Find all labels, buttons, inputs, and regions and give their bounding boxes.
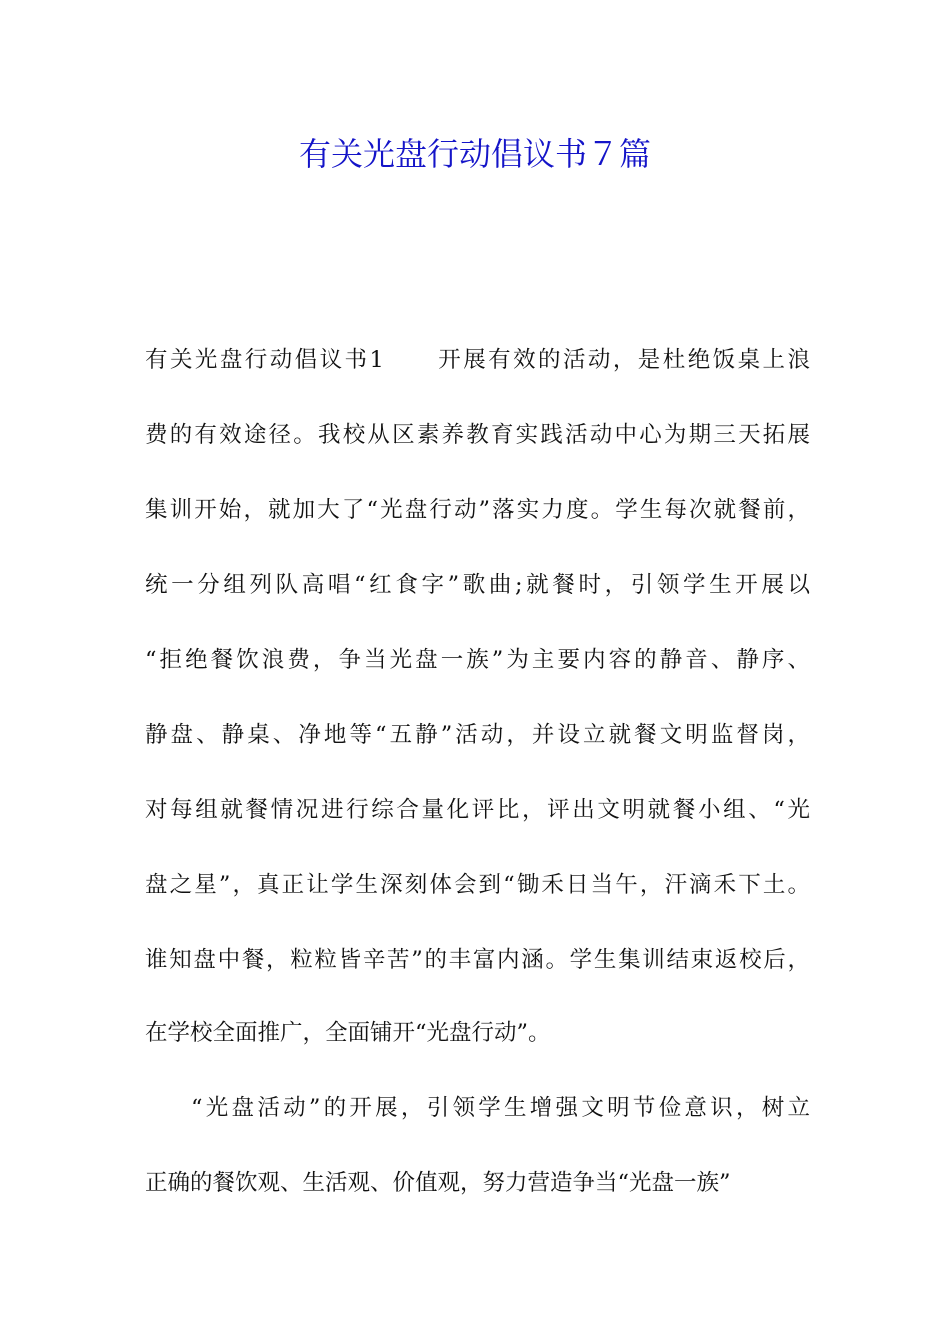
paragraph-line: “拒绝餐饮浪费，争当光盘一族”为主要内容的静音、静序、 [145, 647, 810, 673]
paragraph-line: 对每组就餐情况进行综合量化评比，评出文明就餐小组、“光 [145, 797, 810, 823]
paragraph-line: 费的有效途径。我校从区素养教育实践活动中心为期三天拓展 [145, 422, 810, 448]
paragraph-line: 正确的餐饮观、生活观、价值观，努力营造争当“光盘一族” [145, 1170, 731, 1196]
paragraph-line: “光盘活动”的开展，引领学生增强文明节俭意识，树立 [191, 1095, 810, 1121]
paragraph-line: 统一分组列队高唱“红食字”歌曲;就餐时，引领学生开展以 [145, 572, 810, 598]
paragraph-line: 谁知盘中餐，粒粒皆辛苦”的丰富内涵。学生集训结束返校后， [145, 947, 810, 973]
paragraph-text: 开展有效的活动，是杜绝饭桌上浪 [435, 347, 810, 373]
paragraph-line: 集训开始，就加大了“光盘行动”落实力度。学生每次就餐前， [145, 497, 810, 523]
paragraph-line: 在学校全面推广，全面铺开“光盘行动”。 [145, 1020, 551, 1046]
document-title: 有关光盘行动倡议书７篇 [298, 135, 651, 173]
paragraph-line [145, 340, 810, 380]
paragraph-line: 静盘、静桌、净地等“五静”活动，并设立就餐文明监督岗， [145, 722, 810, 748]
section-heading: 有关光盘行动倡议书1 [145, 347, 384, 373]
paragraph-line: 盘之星”，真正让学生深刻体会到“锄禾日当午，汗滴禾下土。 [145, 872, 810, 898]
